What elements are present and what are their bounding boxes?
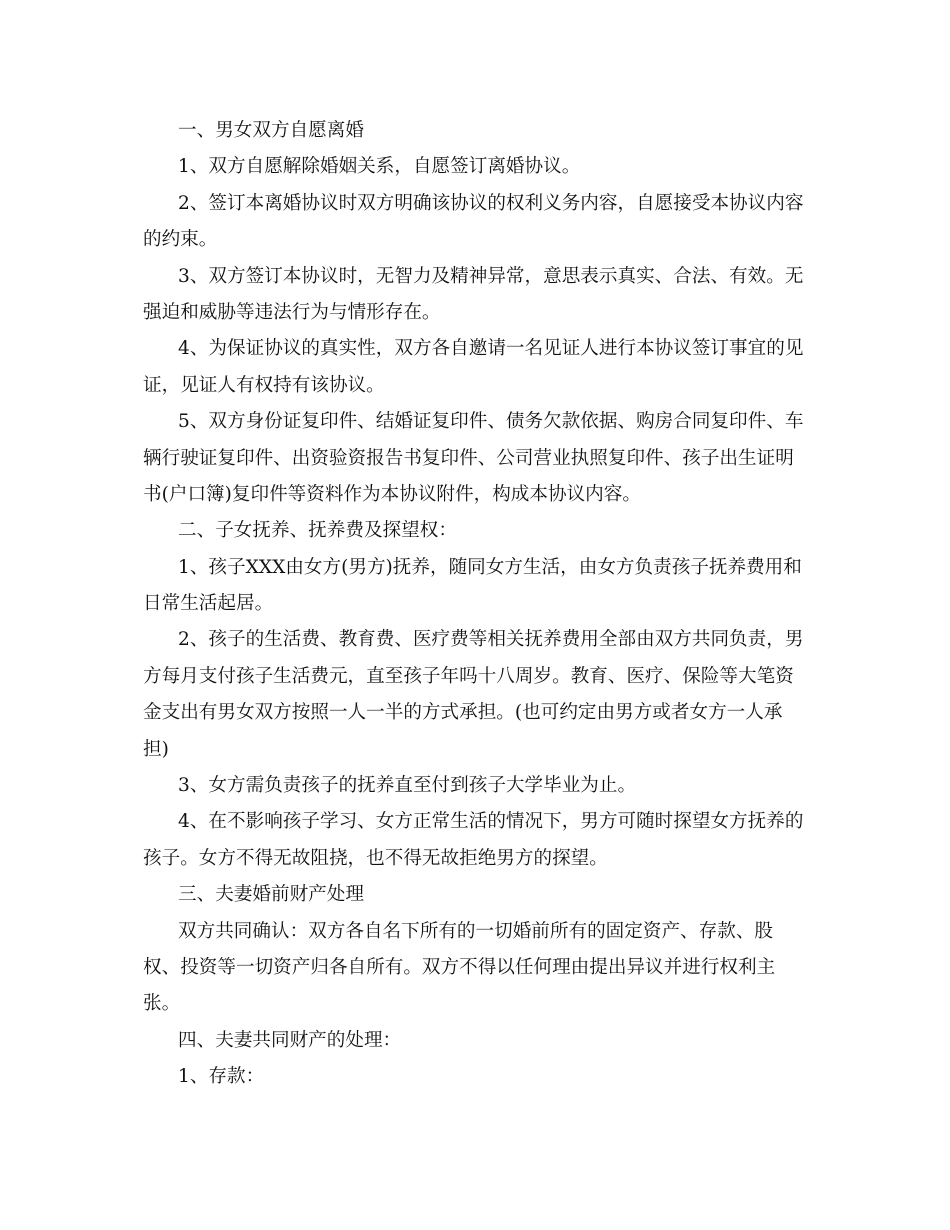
section-heading (143, 113, 813, 149)
paragraph-line: 强迫和威胁等违法行为与情形存在。 (143, 301, 441, 323)
paragraph-line: 5、双方身份证复印件、结婚证复印件、债务欠款依据、购房合同复印件、车 (178, 411, 804, 433)
paragraph (143, 149, 813, 185)
paragraph-line: 孩子。女方不得无故阻挠，也不得无故拒绝男方的探望。 (143, 847, 608, 869)
paragraph-line: 一、男女双方自愿离婚 (178, 120, 364, 141)
paragraph-line: 四、夫妻共同财产的处理： (178, 1029, 402, 1051)
paragraph-line: 证，见证人有权持有该协议。 (143, 374, 385, 396)
paragraph-line: 4、为保证协议的真实性，双方各自邀请一名见证人进行本协议签订事宜的见 (178, 338, 804, 360)
paragraph-line: 担) (143, 738, 169, 760)
paragraph-line: 日常生活起居。 (143, 593, 274, 615)
paragraph-line: 的约束。 (143, 229, 218, 251)
paragraph-line: 1、存款： (178, 1066, 265, 1088)
document-body (143, 113, 813, 1096)
paragraph (143, 804, 813, 877)
paragraph (143, 1059, 813, 1095)
paragraph-line: 三、夫妻婚前财产处理 (178, 884, 364, 906)
paragraph-line: 双方共同确认：双方各自名下所有的一切婚前所有的固定资产、存款、股 (178, 920, 774, 942)
paragraph (143, 622, 813, 768)
paragraph (143, 259, 813, 332)
paragraph-line: 权、投资等一切资产归各自所有。双方不得以任何理由提出异议并进行权利主 (143, 956, 776, 978)
paragraph-line: 2、签订本离婚协议时双方明确该协议的权利义务内容，自愿接受本协议内容 (178, 192, 804, 214)
section-heading (143, 877, 813, 913)
paragraph-line: 方每月支付孩子生活费元，直至孩子年吗十八周岁。教育、医疗、保险等大笔资 (143, 665, 794, 687)
paragraph-line: 二、子女抚养、抚养费及探望权： (178, 520, 457, 542)
section-heading (143, 1023, 813, 1059)
paragraph (143, 404, 813, 513)
paragraph (143, 914, 813, 1023)
paragraph-line: 2、孩子的生活费、教育费、医疗费等相关抚养费用全部由双方共同负责，男 (178, 629, 804, 651)
paragraph (143, 186, 813, 259)
paragraph (143, 768, 813, 804)
paragraph-line: 1、孩子XXX由女方(男方)抚养，随同女方生活，由女方负责孩子抚养费用和 (178, 556, 802, 578)
paragraph-line: 1、双方自愿解除婚姻关系，自愿签订离婚协议。 (178, 156, 581, 178)
paragraph (143, 550, 813, 623)
paragraph (143, 331, 813, 404)
paragraph-line: 书(户口簿)复印件等资料作为本协议附件，构成本协议内容。 (143, 483, 641, 505)
paragraph-line: 金支出有男女双方按照一人一半的方式承担。(也可约定由男方或者女方一人承 (143, 702, 783, 724)
paragraph-line: 3、女方需负责孩子的抚养直至付到孩子大学毕业为止。 (178, 775, 637, 797)
section-heading (143, 513, 813, 549)
paragraph-line: 3、双方签订本协议时，无智力及精神异常，意思表示真实、合法、有效。无 (178, 265, 804, 287)
paragraph-line: 张。 (143, 993, 181, 1015)
paragraph-line: 4、在不影响孩子学习、女方正常生活的情况下，男方可随时探望女方抚养的 (178, 811, 804, 833)
paragraph-line: 辆行驶证复印件、出资验资报告书复印件、公司营业执照复印件、孩子出生证明 (143, 447, 794, 469)
